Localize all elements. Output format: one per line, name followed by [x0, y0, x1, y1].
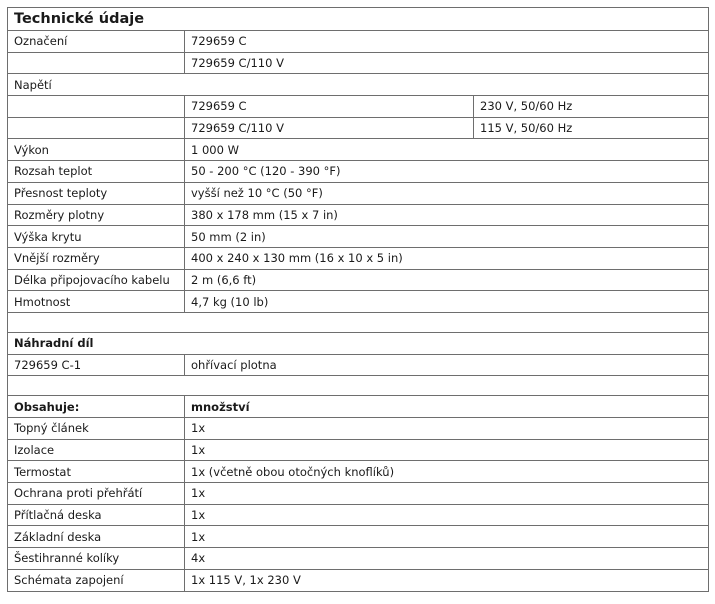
spec-row	[8, 226, 709, 248]
contents-row	[8, 526, 709, 548]
quantity-heading: množství	[185, 396, 709, 418]
contents-qty: 1x	[185, 483, 709, 505]
empty-cell	[8, 96, 185, 118]
contents-qty: 1x	[185, 418, 709, 440]
voltage-value: 230 V, 50/60 Hz	[474, 96, 709, 118]
spare-part-description: ohřívací plotna	[185, 354, 709, 376]
voltage-value: 115 V, 50/60 Hz	[474, 117, 709, 139]
contents-item: Izolace	[8, 439, 185, 461]
contents-qty: 4x	[185, 548, 709, 570]
contents-row	[8, 461, 709, 483]
title-row	[8, 8, 709, 31]
contents-row	[8, 418, 709, 440]
designation-row	[8, 52, 709, 74]
spec-value: 50 - 200 °C (120 - 390 °F)	[185, 161, 709, 183]
table-title: Technické údaje	[8, 8, 709, 31]
technical-data-table	[7, 7, 709, 592]
spec-label: Rozměry plotny	[8, 204, 185, 226]
contents-qty: 1x 115 V, 1x 230 V	[185, 569, 709, 591]
designation-row	[8, 31, 709, 53]
empty-cell	[8, 117, 185, 139]
spec-label: Délka připojovacího kabelu	[8, 269, 185, 291]
designation-value: 729659 C	[185, 31, 709, 53]
contents-qty: 1x (včetně obou otočných knoflíků)	[185, 461, 709, 483]
spec-row	[8, 161, 709, 183]
contents-item: Ochrana proti přehřátí	[8, 483, 185, 505]
spec-label: Vnější rozměry	[8, 247, 185, 269]
spare-part-heading: Náhradní díl	[8, 332, 709, 354]
spec-row	[8, 204, 709, 226]
spare-part-header-row	[8, 332, 709, 354]
spec-row	[8, 139, 709, 161]
contents-row	[8, 439, 709, 461]
spec-label: Výkon	[8, 139, 185, 161]
contents-qty: 1x	[185, 526, 709, 548]
spec-value: 400 x 240 x 130 mm (16 x 10 x 5 in)	[185, 247, 709, 269]
contents-qty: 1x	[185, 504, 709, 526]
spec-value: 4,7 kg (10 lb)	[185, 291, 709, 313]
contents-item: Termostat	[8, 461, 185, 483]
contents-row	[8, 483, 709, 505]
contents-item: Topný článek	[8, 418, 185, 440]
spec-row	[8, 291, 709, 313]
contents-item: Schémata zapojení	[8, 569, 185, 591]
spec-label: Výška krytu	[8, 226, 185, 248]
empty-cell	[8, 52, 185, 74]
spec-row	[8, 269, 709, 291]
spec-value: 380 x 178 mm (15 x 7 in)	[185, 204, 709, 226]
spacer-row	[8, 312, 709, 332]
voltage-row	[8, 117, 709, 139]
contents-item: Šestihranné kolíky	[8, 548, 185, 570]
designation-label: Označení	[8, 31, 185, 53]
spec-row	[8, 247, 709, 269]
designation-value: 729659 C/110 V	[185, 52, 709, 74]
empty-cell	[8, 312, 709, 332]
spec-value: 1 000 W	[185, 139, 709, 161]
spec-value: 2 m (6,6 ft)	[185, 269, 709, 291]
spec-label: Rozsah teplot	[8, 161, 185, 183]
spec-value: 50 mm (2 in)	[185, 226, 709, 248]
contents-row	[8, 548, 709, 570]
spec-value: vyšší než 10 °C (50 °F)	[185, 182, 709, 204]
contents-qty: 1x	[185, 439, 709, 461]
spec-label: Hmotnost	[8, 291, 185, 313]
technical-data-sheet	[7, 7, 708, 592]
contents-item: Základní deska	[8, 526, 185, 548]
contents-heading: Obsahuje:	[8, 396, 185, 418]
voltage-model: 729659 C/110 V	[185, 117, 474, 139]
voltage-row	[8, 96, 709, 118]
empty-cell	[8, 376, 709, 396]
spare-part-code: 729659 C-1	[8, 354, 185, 376]
spec-label: Přesnost teploty	[8, 182, 185, 204]
contents-header-row	[8, 396, 709, 418]
spacer-row	[8, 376, 709, 396]
voltage-label: Napětí	[8, 74, 709, 96]
spare-part-row	[8, 354, 709, 376]
contents-row	[8, 569, 709, 591]
voltage-header-row	[8, 74, 709, 96]
contents-item: Přítlačná deska	[8, 504, 185, 526]
voltage-model: 729659 C	[185, 96, 474, 118]
spec-row	[8, 182, 709, 204]
contents-row	[8, 504, 709, 526]
